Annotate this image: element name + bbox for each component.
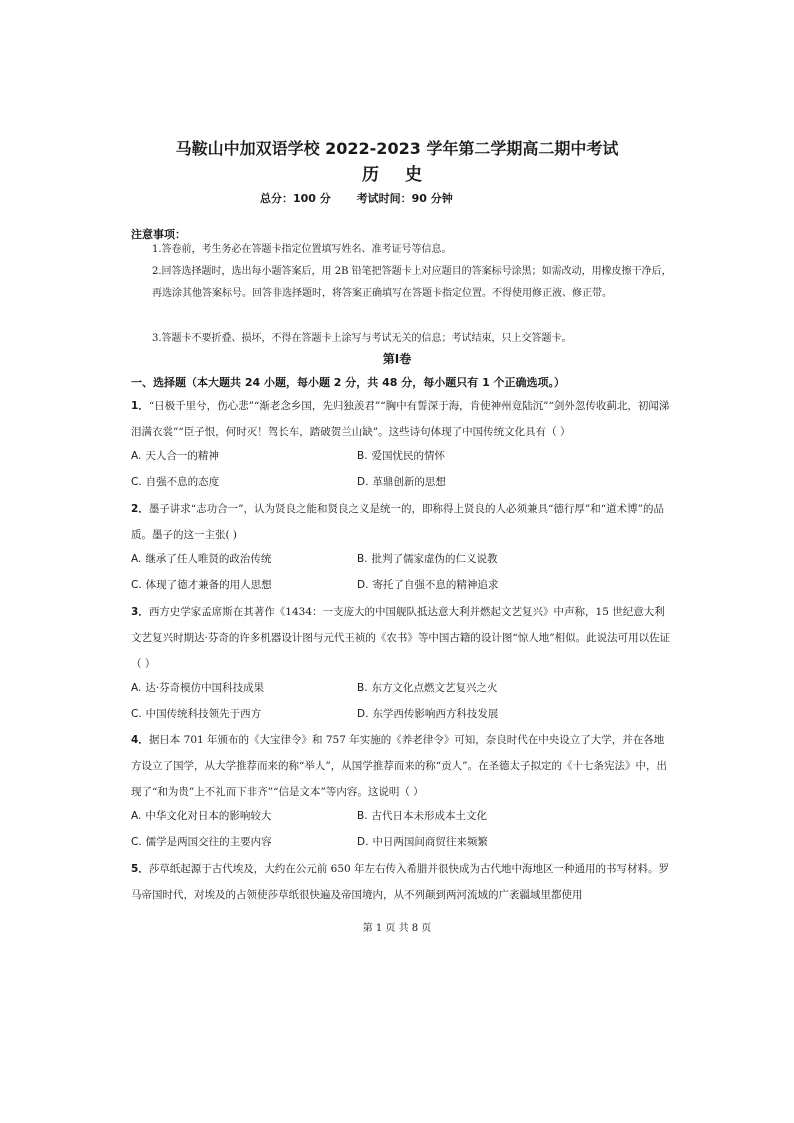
page-footer: 第 1 页 共 8 页	[362, 923, 432, 934]
question-4	[131, 727, 671, 805]
question-number: 5．	[131, 863, 149, 875]
option-1c[interactable]: C. 自强不息的态度	[131, 476, 220, 488]
question-number: 2．	[131, 503, 149, 515]
option-3c[interactable]: C. 中国传统科技领先于西方	[131, 708, 262, 720]
question-text: 莎草纸起源于古代埃及，大约在公元前 650 年左右传入希腊并很快成为古代地中海地区一种通用的书写材料。罗马帝国时代，对埃及的占领使莎草纸很快遍及帝国境内，从不列颠到两河流域的广袤疆域里都使用	[131, 863, 670, 901]
option-2b[interactable]: B. 批判了儒家虚伪的仁义说教	[357, 553, 498, 565]
question-text: 墨子讲求“志功合一”，认为贤良之能和贤良之义是统一的，即称得上贤良的人必须兼具“德行厚”和“道术博”的品质。墨子的这一主张( )	[131, 503, 665, 541]
option-4b[interactable]: B. 古代日本未形成本土文化	[357, 810, 488, 822]
question-3	[131, 599, 671, 677]
option-3b[interactable]: B. 东方文化点燃文艺复兴之火	[357, 682, 498, 694]
exam-time: 考试时间：90 分钟	[356, 192, 453, 205]
option-4c[interactable]: C. 儒学是两国交往的主要内容	[131, 836, 272, 848]
option-4a[interactable]: A. 中华文化对日本的影响较大	[131, 810, 272, 822]
question-number: 3．	[131, 606, 149, 618]
question-number: 4．	[131, 734, 149, 746]
total-score: 总分：100 分	[260, 192, 331, 205]
option-1a[interactable]: A. 天人合一的精神	[131, 450, 219, 462]
notice-item-3: 3.答题卡不要折叠、损坏，不得在答题卡上涂写与考试无关的信息；考试结束，只上交答题卡。	[152, 333, 572, 344]
option-2d[interactable]: D. 寄托了自强不息的精神追求	[357, 579, 499, 591]
question-number: 1．	[131, 400, 149, 412]
notice-item-1: 1.答卷前，考生务必在答题卡指定位置填写姓名、准考证号等信息。	[152, 244, 452, 255]
option-3d[interactable]: D. 东学西传影响西方科技发展	[357, 708, 499, 720]
question-1	[131, 393, 671, 445]
part-title: 第Ⅰ卷	[382, 352, 412, 366]
question-5	[131, 856, 671, 908]
question-text: “日极千里兮，伤心悲”“渐老念乡国，先归独羡君”“胸中有誓深于海，肯使神州竟陆沉”“剑外忽传收蓟北，初闻涕泪满衣裳”“臣子恨，何时灭！驾长车，踏破贺兰山缺”。这些诗句体现了中国传统文化具有（ ）	[131, 400, 670, 438]
section-title: 一、选择题（本大题共 24 小题，每小题 2 分，共 48 分，每小题只有 1 个正确选项。）	[131, 376, 566, 389]
option-2a[interactable]: A. 继承了任人唯贤的政治传统	[131, 553, 272, 565]
question-text: 西方史学家孟席斯在其著作《1434：一支庞大的中国舰队抵达意大利并燃起文艺复兴》中声称，15 世纪意大利文艺复兴时期达·芬奇的许多机器设计图与元代王祯的《农书》等中国古籍的设计图“惊人地”相似。此说法可用以佐证（ ）	[131, 606, 671, 670]
notice-heading: 注意事项：	[131, 228, 186, 241]
option-1b[interactable]: B. 爱国忧民的情怀	[357, 450, 446, 462]
question-2	[131, 496, 671, 548]
subject-title: 历 史	[362, 165, 432, 185]
exam-title: 马鞍山中加双语学校 2022-2023 学年第二学期高二期中考试	[175, 139, 619, 158]
option-4d[interactable]: D. 中日两国间商贸往来频繁	[357, 836, 488, 848]
question-text: 据日本 701 年颁布的《大宝律令》和 757 年实施的《养老律令》可知，奈良时代在中央设立了大学，并在各地方设立了国学，从大学推荐而来的称“举人”，从国学推荐而来的称“贡人”。在圣德太子拟定的《十七条宪法》中，出现了“和为贵”上不礼而下非齐”“信是文本”等内容。这说明（ ）	[131, 734, 667, 798]
notice-item-2: 2.回答选择题时，选出每小题答案后，用 2B 铅笔把答题卡上对应题目的答案标号涂黑；如需改动，用橡皮擦干净后，再选涂其他答案标号。回答非选择题时，将答案正确填写在答题卡指定位置。不得使用修正液、修正带。	[152, 266, 672, 299]
option-1d[interactable]: D. 革鼎创新的思想	[357, 476, 446, 488]
option-2c[interactable]: C. 体现了德才兼备的用人思想	[131, 579, 272, 591]
option-3a[interactable]: A. 达·芬奇模仿中国科技成果	[131, 682, 265, 694]
exam-meta	[260, 190, 453, 206]
